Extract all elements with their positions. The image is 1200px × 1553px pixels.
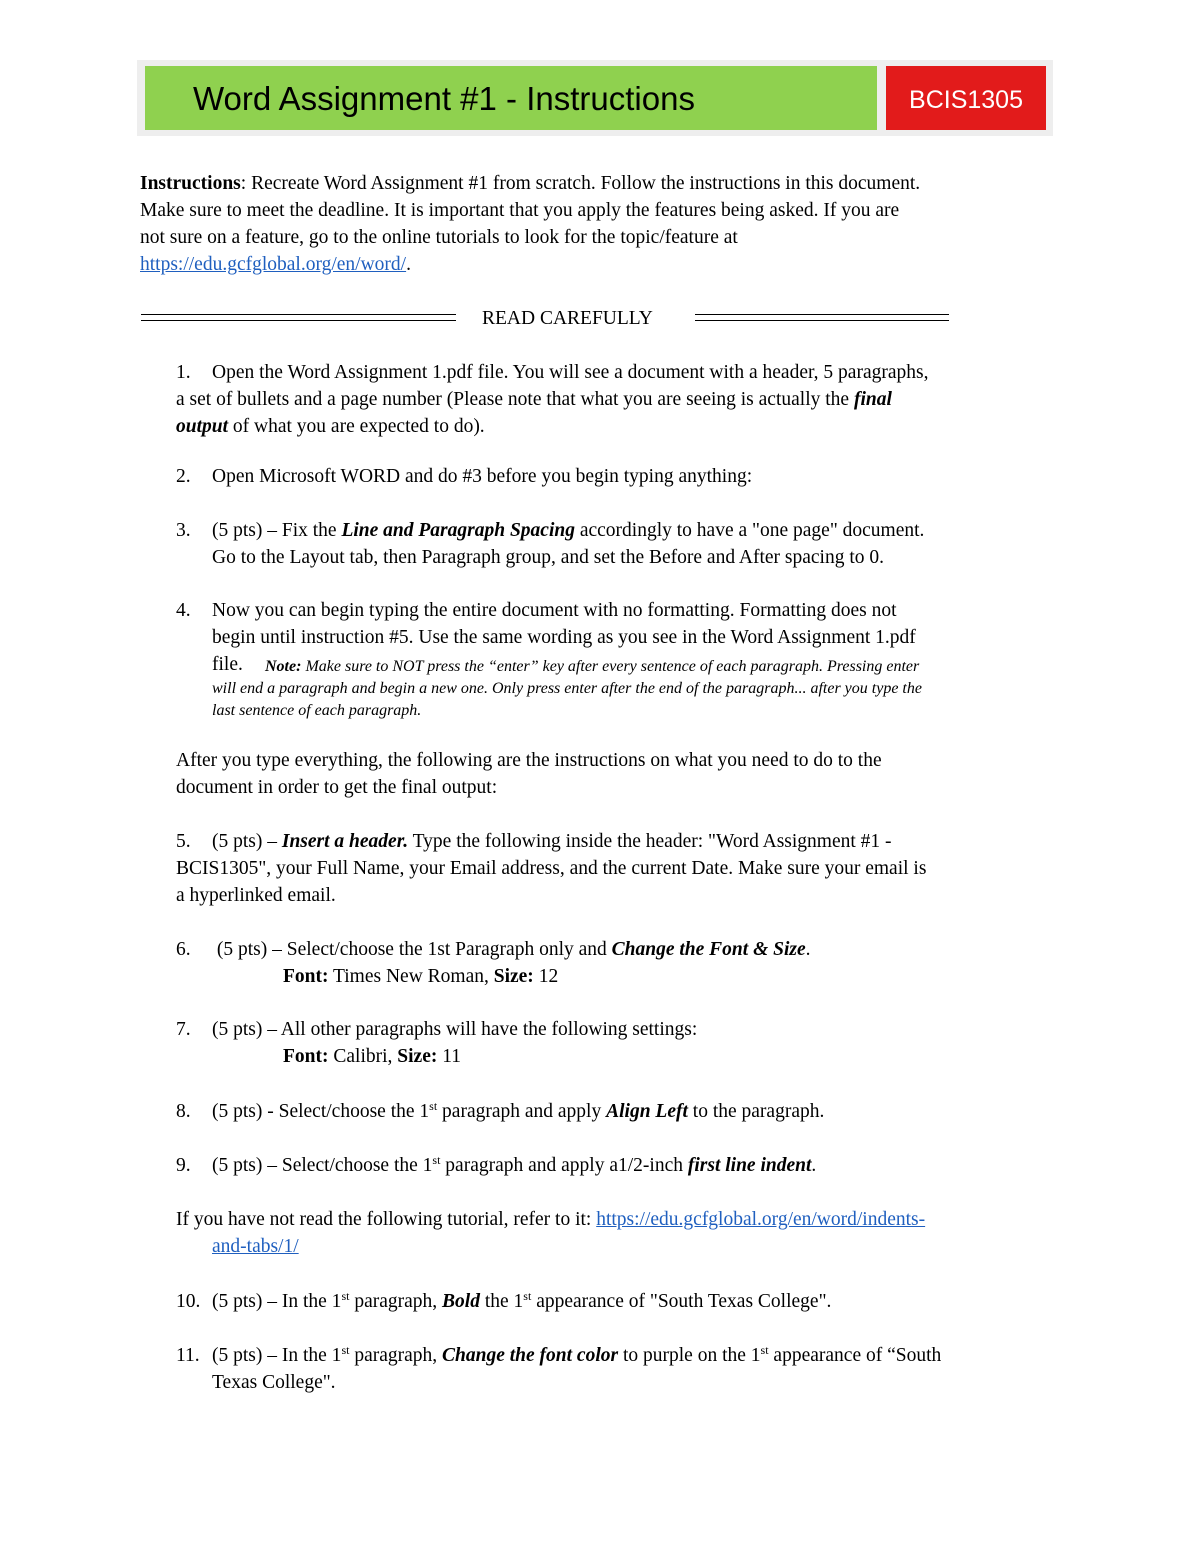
- page-title: Word Assignment #1 - Instructions: [193, 80, 695, 117]
- divider-left: [141, 314, 456, 321]
- divider-right: [695, 314, 949, 321]
- item-4-line-b: begin until instruction #5. Use the same wording as you see in the Word Assignment 1.pdf: [212, 627, 916, 648]
- item-4-line-a: 4. Now you can begin typing the entire document with no formatting. Formatting does not: [176, 600, 897, 621]
- item-2: 2. Open Microsoft WORD and do #3 before you begin typing anything:: [176, 466, 753, 487]
- item-11-line-a: 11. (5 pts) – In the 1st paragraph, Change the font color to purple on the 1st appearance of “South: [176, 1343, 942, 1366]
- gcf-word-link[interactable]: https://edu.gcfglobal.org/en/word/: [140, 254, 407, 275]
- item-9: 9. (5 pts) – Select/choose the 1st paragraph and apply a1/2-inch first line indent.: [176, 1153, 817, 1176]
- intro-line-4: https://edu.gcfglobal.org/en/word/.: [140, 254, 411, 275]
- item-11-line-b: Texas College".: [212, 1372, 336, 1393]
- intro-line-3: not sure on a feature, go to the online tutorials to look for the topic/feature at: [140, 227, 738, 248]
- item-1-line-b: a set of bullets and a page number (Please note that what you are seeing is actually the final: [176, 389, 892, 410]
- after-line-a: After you type everything, the following are the instructions on what you need to do to the: [176, 750, 882, 771]
- tutorial-line-a: If you have not read the following tutorial, refer to it: https://edu.gcfglobal.org/en/word/indents-: [176, 1209, 926, 1230]
- item-1-line-c: output of what you are expected to do).: [176, 416, 485, 437]
- item-10: 10. (5 pts) – In the 1st paragraph, Bold the 1st appearance of "South Texas College".: [176, 1289, 832, 1312]
- item-5-line-a: 5. (5 pts) – Insert a header. Type the following inside the header: "Word Assignment #1 -: [176, 831, 892, 852]
- item-1-line-a: 1. Open the Word Assignment 1.pdf file. You will see a document with a header, 5 paragraphs,: [176, 362, 929, 383]
- item-6-font-line: Font: Times New Roman, Size: 12: [283, 966, 559, 987]
- title-box: [145, 66, 877, 130]
- indents-tabs-link[interactable]: https://edu.gcfglobal.org/en/word/indents-: [596, 1209, 926, 1230]
- item-7-font-line: Font: Calibri, Size: 11: [283, 1046, 462, 1067]
- item-5-line-b: BCIS1305", your Full Name, your Email address, and the current Date. Make sure your email is: [176, 858, 927, 879]
- indents-tabs-link-cont[interactable]: and-tabs/1/: [212, 1236, 299, 1257]
- course-code: BCIS1305: [909, 86, 1023, 114]
- item-8: 8. (5 pts) - Select/choose the 1st paragraph and apply Align Left to the paragraph.: [176, 1099, 825, 1122]
- note-line-3: last sentence of each paragraph.: [212, 702, 422, 719]
- tutorial-line-b: [212, 1233, 299, 1260]
- title-banner: [137, 60, 1053, 136]
- item-3-line-b: Go to the Layout tab, then Paragraph group, and set the Before and After spacing to 0.: [212, 547, 885, 568]
- intro-line-2: Make sure to meet the deadline. It is important that you apply the features being asked. If you are: [140, 200, 900, 221]
- item-3-line-a: 3. (5 pts) – Fix the Line and Paragraph Spacing accordingly to have a "one page" document.: [176, 520, 925, 541]
- intro-line-1: Instructions: Recreate Word Assignment #1 from scratch. Follow the instructions in this document.: [140, 173, 921, 194]
- after-line-b: document in order to get the final output:: [176, 777, 498, 798]
- course-code-box: [886, 66, 1046, 130]
- item-4-line-c: file.: [212, 654, 243, 675]
- item-7-line-a: 7. (5 pts) – All other paragraphs will have the following settings:: [176, 1019, 698, 1040]
- item-5-line-c: a hyperlinked email.: [176, 885, 336, 906]
- item-6-line-a: 6. (5 pts) – Select/choose the 1st Paragraph only and Change the Font & Size.: [176, 939, 811, 960]
- note-line-2: will end a paragraph and begin a new one. Only press enter after the end of the paragraph... after you type the: [212, 680, 922, 697]
- read-carefully-label: READ CAREFULLY: [482, 308, 653, 329]
- note-line-1: Note: Make sure to NOT press the “enter” key after every sentence of each paragraph. Pressing enter: [265, 658, 920, 675]
